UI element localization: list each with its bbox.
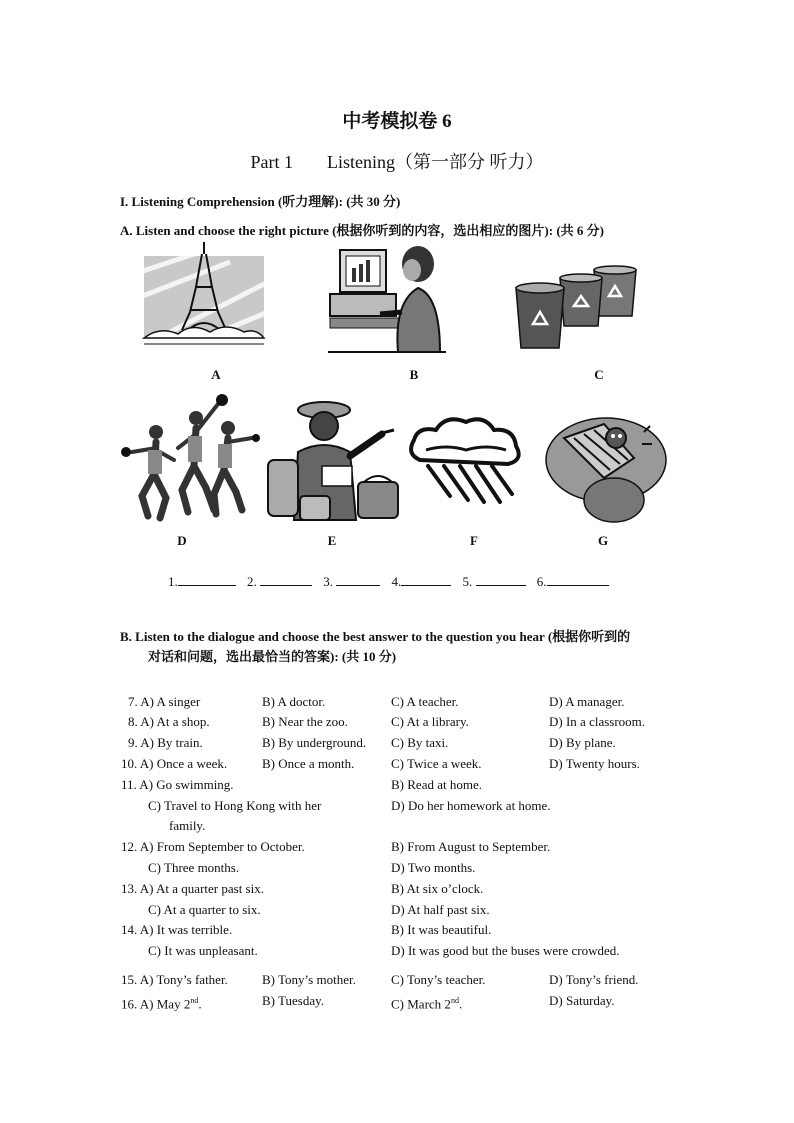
q13-option-d: D) At half past six. bbox=[391, 902, 490, 917]
section-b-heading-line1: B. Listen to the dialogue and choose the best answer to the question you hear (根据你听到的 bbox=[120, 629, 631, 644]
answer-blank-1[interactable] bbox=[178, 573, 236, 586]
computer-user-icon bbox=[328, 242, 446, 357]
q16-option-c-sup: nd bbox=[450, 996, 459, 1005]
q7-option-d: D) A manager. bbox=[549, 694, 625, 709]
page-title: 中考模拟卷 6 bbox=[342, 111, 452, 132]
q12-option-b: B) From August to September. bbox=[391, 839, 551, 854]
picture-label-d: D bbox=[177, 533, 187, 548]
q8-option-c: C) At a library. bbox=[391, 714, 469, 729]
picture-label-g: G bbox=[597, 533, 609, 548]
q15-option-c: C) Tony’s teacher. bbox=[391, 972, 486, 987]
q13-option-b: B) At six o’clock. bbox=[391, 881, 484, 896]
part-label: Listening（第一部分 听力） bbox=[327, 152, 544, 172]
q9-option-d: D) By plane. bbox=[549, 735, 616, 750]
table-tennis-players-icon bbox=[118, 392, 260, 522]
q9-option-b: B) By underground. bbox=[262, 735, 367, 750]
q11-option-c: C) Travel to Hong Kong with her bbox=[148, 798, 322, 813]
answer-blank-5[interactable] bbox=[476, 573, 526, 586]
q15-option-d: D) Tony’s friend. bbox=[549, 972, 639, 987]
blank-4-number: 4. bbox=[391, 574, 402, 589]
recycle-bins-icon bbox=[514, 264, 642, 352]
answer-blank-2[interactable] bbox=[260, 573, 312, 586]
blank-2-number: 2. bbox=[247, 574, 257, 589]
blank-6-number: 6. bbox=[536, 574, 547, 589]
q11-option-c-cont: family. bbox=[169, 818, 206, 833]
q7-option-c: C) A teacher. bbox=[391, 694, 459, 709]
blank-3-number: 3. bbox=[323, 574, 333, 589]
q16-option-d: D) Saturday. bbox=[549, 993, 615, 1008]
q16-option-b: B) Tuesday. bbox=[262, 993, 325, 1008]
q11-option-d: D) Do her homework at home. bbox=[391, 798, 551, 813]
q16-option-c-end: . bbox=[458, 996, 463, 1012]
tour-guide-icon bbox=[264, 400, 402, 522]
section-a-heading: A. Listen and choose the right picture (根据你听到的内容，选出相应的图片): (共 6 分) bbox=[120, 223, 604, 238]
part-name: Part 1 bbox=[250, 152, 293, 172]
q11-option-b: B) Read at home. bbox=[391, 777, 482, 792]
q16-option-a bbox=[121, 991, 202, 1014]
rain-cloud-icon bbox=[406, 414, 524, 510]
q12-option-d: D) Two months. bbox=[391, 860, 476, 875]
q7-option-b: B) A doctor. bbox=[262, 694, 326, 709]
q14-option-c: C) It was unpleasant. bbox=[148, 943, 258, 958]
part-heading bbox=[0, 148, 794, 174]
q10-option-d: D) Twenty hours. bbox=[549, 756, 640, 771]
answer-blanks bbox=[168, 573, 617, 590]
section-b-heading-line2: 对话和问题，选出最恰当的答案): (共 10 分) bbox=[148, 649, 397, 664]
q7-option-a: 7. A) A singer bbox=[128, 694, 201, 709]
q15-option-b: B) Tony’s mother. bbox=[262, 972, 356, 987]
answer-blank-3[interactable] bbox=[336, 573, 380, 586]
q10-option-a: 10. A) Once a week. bbox=[121, 756, 228, 771]
eiffel-tower-icon bbox=[140, 242, 268, 357]
q9-option-a: 9. A) By train. bbox=[128, 735, 203, 750]
q14-option-a: 14. A) It was terrible. bbox=[121, 922, 233, 937]
q8-option-a: 8. A) At a shop. bbox=[128, 714, 210, 729]
blank-1-number: 1. bbox=[168, 574, 178, 589]
picture-label-e: E bbox=[327, 533, 337, 548]
q16-option-a-text: 16. A) May 2 bbox=[121, 996, 191, 1012]
picture-label-c: C bbox=[594, 367, 604, 382]
q11-option-a: 11. A) Go swimming. bbox=[121, 777, 234, 792]
q10-option-c: C) Twice a week. bbox=[391, 756, 482, 771]
dragon-boat-icon bbox=[544, 408, 670, 524]
q12-option-c: C) Three months. bbox=[148, 860, 240, 875]
blank-5-number: 5. bbox=[462, 574, 473, 589]
q16-option-a-end: . bbox=[198, 996, 202, 1012]
section-1-heading: I. Listening Comprehension (听力理解): (共 30 分) bbox=[120, 194, 401, 209]
q8-option-b: B) Near the zoo. bbox=[262, 714, 348, 729]
picture-label-b: B bbox=[409, 367, 419, 382]
picture-label-f: F bbox=[470, 533, 478, 548]
q15-option-a: 15. A) Tony’s father. bbox=[121, 972, 228, 987]
q12-option-a: 12. A) From September to October. bbox=[121, 839, 305, 854]
q16-option-c-text: C) March 2 bbox=[391, 996, 451, 1012]
answer-blank-6[interactable] bbox=[547, 573, 609, 586]
picture-label-a: A bbox=[211, 367, 221, 382]
q14-option-b: B) It was beautiful. bbox=[391, 922, 492, 937]
q13-option-a: 13. A) At a quarter past six. bbox=[121, 881, 264, 896]
q16-option-c bbox=[391, 991, 462, 1014]
q13-option-c: C) At a quarter to six. bbox=[148, 902, 261, 917]
q9-option-c: C) By taxi. bbox=[391, 735, 449, 750]
q14-option-d: D) It was good but the buses were crowded. bbox=[391, 943, 620, 958]
q10-option-b: B) Once a month. bbox=[262, 756, 355, 771]
q16-option-a-sup: nd bbox=[190, 996, 199, 1005]
answer-blank-4[interactable] bbox=[401, 573, 451, 586]
q8-option-d: D) In a classroom. bbox=[549, 714, 646, 729]
